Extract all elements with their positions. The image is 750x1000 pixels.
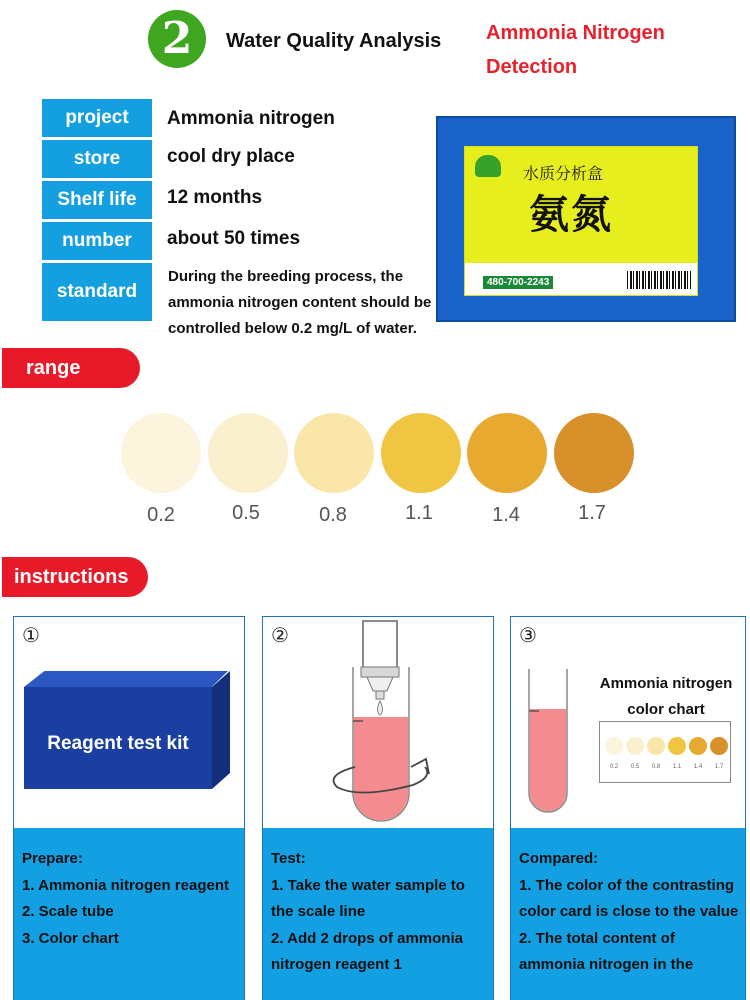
instruction-panel-compare [510,616,746,1000]
detection-subtitle: Ammonia Nitrogen Detection [486,22,665,78]
panel-text [271,846,487,979]
step-number: ③ [519,625,537,647]
color-chart-title: Ammonia nitrogen color chart [599,675,733,718]
panel-line: 1. Ammonia nitrogen reagent [22,876,229,894]
swatch-0-5 [208,413,288,493]
mini-chart-label: 1.7 [714,764,724,770]
step-number: ② [271,625,289,647]
kit-label: Reagent test kit [47,733,189,754]
test-tube-dropper-icon [263,617,493,828]
spec-label-shelf-life: Shelf life [42,181,152,219]
panel-line: 2. Add 2 drops of ammonia nitrogen reagent 1 [271,929,463,973]
panel-text [22,846,238,952]
brand-logo-icon [475,155,501,177]
instruction-panel-prepare [13,616,245,1000]
spec-label-standard: standard [42,263,152,321]
product-label [464,146,698,296]
swatch-label: 0.5 [232,502,260,524]
spec-value-shelf-life: 12 months [167,187,263,208]
swatch-1-4 [467,413,547,493]
spec-value-store: cool dry place [167,146,295,167]
spec-value-standard: During the breeding process, the ammonia nitrogen content should be controlled below 0.2 mg/L of water. [168,268,432,337]
reagent-kit-illustration [24,671,232,789]
panel-line: 3. Color chart [22,929,119,947]
product-info-strip [465,263,697,295]
panel-heading: Compared: [519,850,599,867]
barcode-icon [627,271,691,289]
swatch-label: 0.8 [319,504,347,526]
swatch-label: 0.2 [147,504,175,526]
spec-value-number: about 50 times [167,228,301,249]
page-title: Water Quality Analysis [226,30,442,52]
mini-color-chart [599,721,731,783]
mini-chart-label: 0.8 [651,764,661,770]
spec-label-number: number [42,222,152,260]
swatch-1-1 [381,413,461,493]
swatch-0-2 [121,413,201,493]
swatch-1-7 [554,413,634,493]
spec-label-project: project [42,99,152,137]
instruction-panel-test [262,616,494,1000]
panel-line: 1. Take the water sample to the scale line [271,876,465,920]
product-box-image [436,116,736,322]
swatch-0-8 [294,413,374,493]
mini-chart-label: 1.1 [672,764,682,770]
range-header: range [2,348,140,388]
spec-label-store: store [42,140,152,178]
instructions-header: instructions [2,557,148,597]
spec-value-project: Ammonia nitrogen [167,108,335,129]
mini-chart-label: 0.2 [609,764,619,770]
panel-heading: Prepare: [22,850,83,867]
panel-heading: Test: [271,850,306,867]
panel-text [519,846,739,979]
step-number: ① [22,625,40,647]
panel-line: 2. Scale tube [22,903,114,920]
product-main-text: 氨氮 [529,193,613,237]
swatch-label: 1.1 [405,502,433,524]
swatch-label: 1.4 [492,504,520,526]
mini-chart-label: 1.4 [693,764,703,770]
product-top-text: 水质分析盒 [523,166,604,183]
test-tube-icon [511,617,591,828]
step-number-badge: 2 [148,10,206,68]
swatch-label: 1.7 [578,502,606,524]
panel-line: 2. The total content of ammonia nitrogen in the [519,929,694,973]
mini-chart-label: 0.5 [630,764,640,770]
product-phone: 480-700-2243 [483,276,553,289]
panel-line: 1. The color of the contrasting color card is close to the value [519,876,739,920]
